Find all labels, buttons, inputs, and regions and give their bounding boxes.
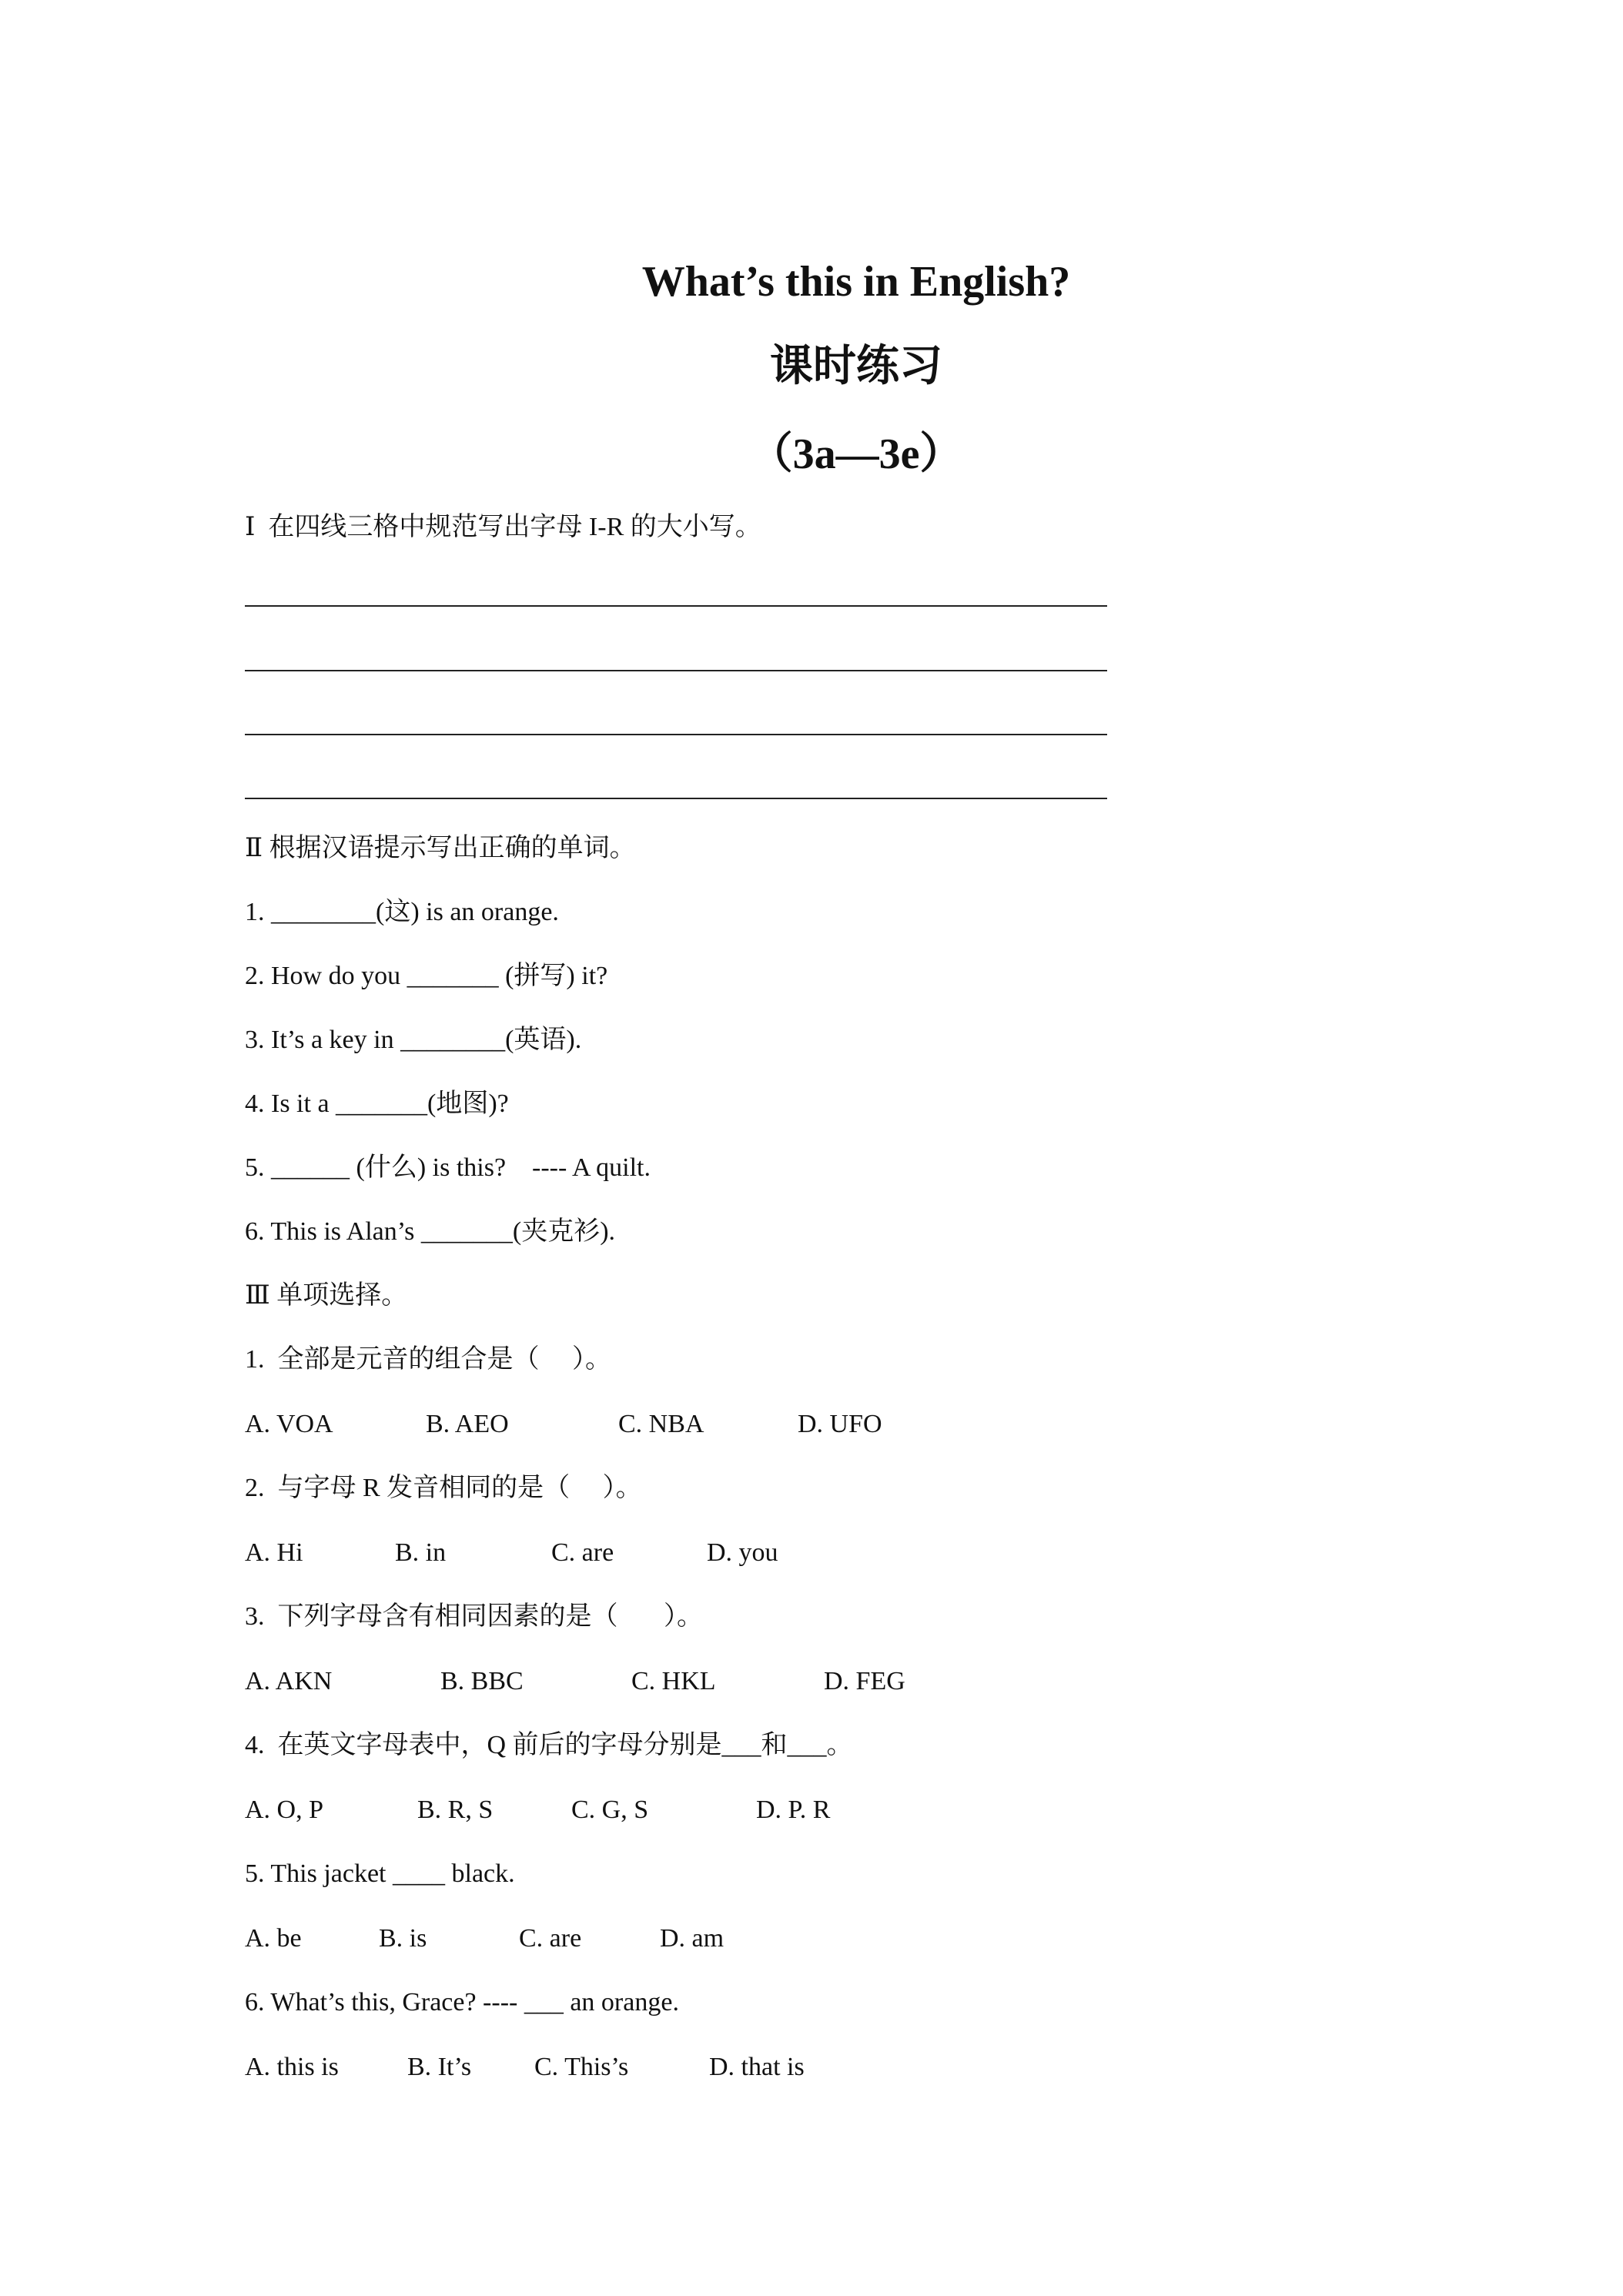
section3-heading: Ⅲ 单项选择。 — [245, 1281, 408, 1310]
option-c[interactable]: C. HKL — [631, 1667, 716, 1695]
question-2-options — [245, 1540, 778, 1566]
section1-heading: Ⅰ 在四线三格中规范写出字母 I-R 的大小写。 — [245, 513, 761, 541]
writing-line-3[interactable] — [245, 734, 1107, 735]
section2-heading: Ⅱ 根据汉语提示写出正确的单词。 — [245, 834, 636, 862]
question-5: 5. This jacket ____ black. — [245, 1859, 515, 1888]
question-3-options — [245, 1668, 905, 1695]
question-3: 3. 下列字母含有相同因素的是（ ）。 — [245, 1602, 703, 1631]
option-c[interactable]: C. NBA — [618, 1410, 704, 1438]
question-4-options — [245, 1797, 830, 1823]
option-d[interactable]: D. P. R — [756, 1796, 831, 1824]
option-a[interactable]: A. AKN — [245, 1667, 333, 1695]
option-d[interactable]: D. am — [660, 1924, 724, 1953]
worksheet-subtitle: 课时练习 — [770, 343, 942, 390]
option-c[interactable]: C. are — [551, 1538, 614, 1567]
question-5-options — [245, 1926, 724, 1952]
option-a[interactable]: A. Hi — [245, 1538, 303, 1567]
option-d[interactable]: D. UFO — [798, 1410, 882, 1438]
option-b[interactable]: B. BBC — [440, 1667, 524, 1695]
option-a[interactable]: A. be — [245, 1924, 302, 1953]
option-b[interactable]: B. It’s — [407, 2053, 472, 2081]
option-c[interactable]: C. are — [519, 1924, 582, 1953]
option-b[interactable]: B. is — [379, 1924, 427, 1953]
section2-item-4: 4. Is it a _______(地图)? — [245, 1089, 509, 1118]
option-b[interactable]: B. R, S — [417, 1796, 494, 1824]
question-4: 4. 在英文字母表中，Q 前后的字母分别是___和___。 — [245, 1731, 853, 1759]
section2-item-5: 5. ______ (什么) is this? ---- A quilt. — [245, 1153, 651, 1182]
option-c[interactable]: C. G, S — [571, 1796, 649, 1824]
section2-item-3: 3. It’s a key in ________(英语). — [245, 1026, 582, 1054]
option-a[interactable]: A. VOA — [245, 1410, 333, 1438]
question-1-options — [245, 1411, 882, 1438]
option-d[interactable]: D. you — [707, 1538, 778, 1567]
option-d[interactable]: D. that is — [709, 2053, 805, 2081]
question-6: 6. What’s this, Grace? ---- ___ an orange. — [245, 1988, 679, 2017]
option-d[interactable]: D. FEG — [824, 1667, 905, 1695]
option-b[interactable]: B. AEO — [426, 1410, 509, 1438]
question-1: 1. 全部是元音的组合是（ ）。 — [245, 1345, 611, 1374]
worksheet-range: （3a—3e） — [749, 430, 963, 478]
section2-item-6: 6. This is Alan’s _______(夹克衫). — [245, 1217, 616, 1246]
option-a[interactable]: A. this is — [245, 2053, 339, 2081]
writing-line-4[interactable] — [245, 798, 1107, 799]
option-a[interactable]: A. O, P — [245, 1796, 324, 1824]
writing-line-2[interactable] — [245, 670, 1107, 671]
question-6-options — [245, 2054, 805, 2080]
option-b[interactable]: B. in — [395, 1538, 447, 1567]
question-2: 2. 与字母 R 发音相同的是（ ）。 — [245, 1474, 642, 1502]
section2-item-1: 1. ________(这) is an orange. — [245, 898, 559, 926]
worksheet-title: What’s this in English? — [641, 258, 1071, 306]
option-c[interactable]: C. This’s — [534, 2053, 629, 2081]
section2-item-2: 2. How do you _______ (拼写) it? — [245, 962, 608, 990]
writing-line-1[interactable] — [245, 605, 1107, 607]
